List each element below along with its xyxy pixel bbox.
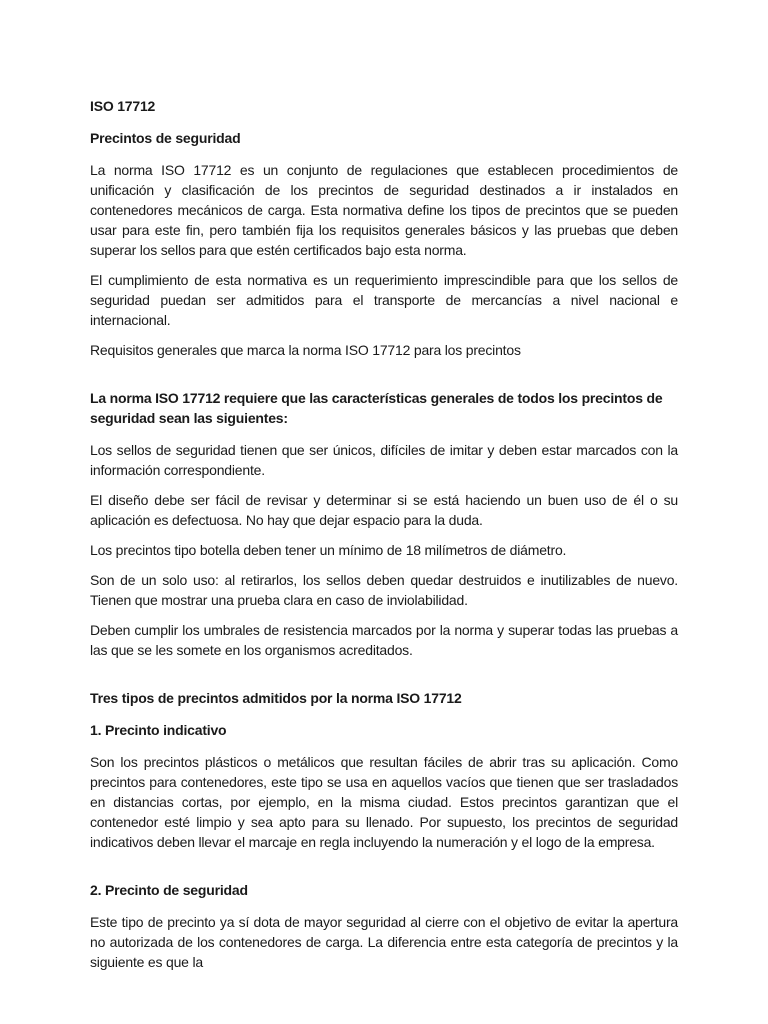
type2-paragraph: Este tipo de precinto ya sí dota de mayor seguridad al cierre con el objetivo de evitar la apertura no autorizada de los contenedores de carga. La diferencia entre esta categoría de precintos y la siguiente es que la — [90, 914, 678, 970]
requirement-paragraph-5: Deben cumplir los umbrales de resistencia marcados por la norma y superar todas las pruebas a las que se les somete en los organismos acreditados. — [90, 622, 678, 658]
type2-heading: 2. Precinto de seguridad — [90, 882, 248, 898]
requirement-paragraph-2: El diseño debe ser fácil de revisar y determinar si se está haciendo un buen uso de él o su aplicación es defectuosa. No hay que dejar espacio para la duda. — [90, 492, 678, 528]
intro-paragraph-2: El cumplimiento de esta normativa es un requerimiento imprescindible para que los sellos de seguridad puedan ser admitidos para el transporte de mercancías a nivel nacional e internacional. — [90, 272, 678, 328]
intro-paragraph-1: La norma ISO 17712 es un conjunto de regulaciones que establecen procedimientos de unificación y clasificación de los precintos de seguridad destinados a ir instalados en contenedores mecánicos de carga. Esta normativa define los tipos de precintos que se pueden usar para este fin, pero también fija los requisitos generales básicos y las pruebas que deben superar los sellos para que estén certificados bajo esta norma. — [90, 162, 678, 258]
type1-paragraph: Son los precintos plásticos o metálicos que resultan fáciles de abrir tras su aplicación. Como precintos para contenedores, este tipo se usa en aquellos vacíos que tienen que ser trasladados en distancias cortas, por ejemplo, en la misma ciudad. Estos precintos garantizan que el contenedor esté limpio y sea apto para su llenado. Por supuesto, los precintos de seguridad indicativos deben llevar el marcaje en regla incluyendo la numeración y el logo de la empresa. — [90, 754, 678, 850]
intro-paragraph-3: Requisitos generales que marca la norma ISO 17712 para los precintos — [90, 342, 521, 358]
requirements-heading: La norma ISO 17712 requiere que las características generales de todos los precintos de seguridad sean las siguientes: — [90, 390, 663, 426]
document-subtitle: Precintos de seguridad — [90, 130, 241, 146]
type1-heading: 1. Precinto indicativo — [90, 722, 227, 738]
requirement-paragraph-1: Los sellos de seguridad tienen que ser únicos, difíciles de imitar y deben estar marcados con la información correspondiente. — [90, 442, 678, 478]
types-heading: Tres tipos de precintos admitidos por la norma ISO 17712 — [90, 690, 462, 706]
document-title: ISO 17712 — [90, 98, 156, 114]
requirement-paragraph-3: Los precintos tipo botella deben tener un mínimo de 18 milímetros de diámetro. — [90, 542, 567, 558]
requirement-paragraph-4: Son de un solo uso: al retirarlos, los sellos deben quedar destruidos e inutilizables de nuevo. Tienen que mostrar una prueba clara en caso de inviolabilidad. — [90, 572, 678, 608]
